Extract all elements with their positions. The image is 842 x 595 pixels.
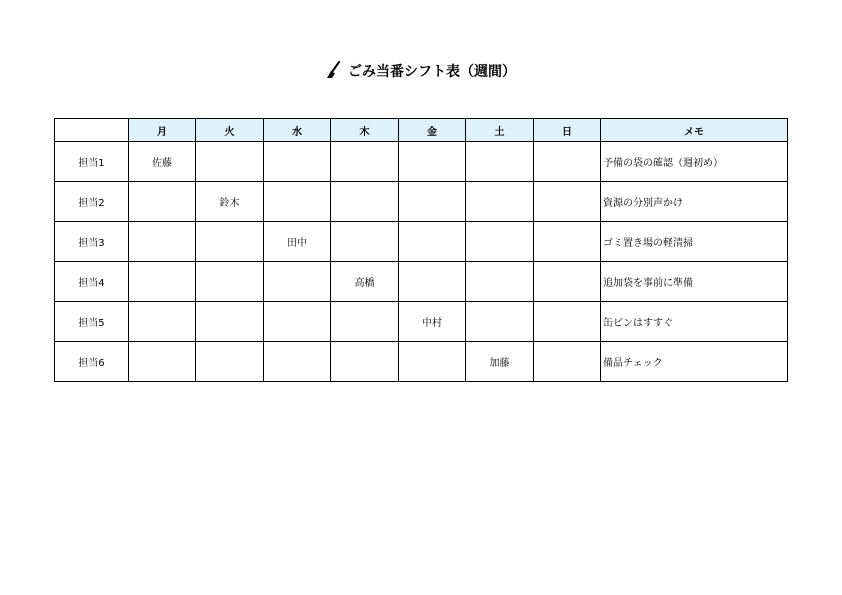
table-cell [129,262,196,302]
table-cell [196,142,264,182]
table-cell [331,342,399,382]
table-cell [264,342,331,382]
table-cell [264,302,331,342]
table-cell: 中村 [399,302,466,342]
memo-cell: 資源の分別声かけ [601,182,788,222]
table-cell [129,182,196,222]
page-title-text: ごみ当番シフト表（週間） [348,64,516,80]
day-header-wed: 水 [264,119,331,142]
table-cell [264,142,331,182]
table-row [55,262,788,302]
table-row [55,302,788,342]
table-cell [264,182,331,222]
table-row [55,142,788,182]
table-cell [399,342,466,382]
memo-cell: 備品チェック [601,342,788,382]
day-header-thu: 木 [331,119,399,142]
day-header-sat: 土 [466,119,534,142]
table-cell [129,302,196,342]
memo-header: メモ [601,119,788,142]
table-cell: 佐藤 [129,142,196,182]
table-row [55,222,788,262]
table-cell [466,302,534,342]
table-cell: 田中 [264,222,331,262]
table-cell: 加藤 [466,342,534,382]
shift-table [54,118,788,382]
table-row [55,182,788,222]
table-cell [534,342,601,382]
table-cell [331,222,399,262]
table-cell [196,222,264,262]
table-cell: 鈴木 [196,182,264,222]
memo-cell: 追加袋を事前に準備 [601,262,788,302]
table-cell [196,302,264,342]
memo-cell: 缶ビンはすすぐ [601,302,788,342]
table-cell [534,302,601,342]
broom-icon [326,61,342,79]
row-label: 担当4 [55,262,129,302]
row-label: 担当1 [55,142,129,182]
table-cell [331,142,399,182]
header-row [55,119,788,142]
memo-cell: 予備の袋の確認（週初め） [601,142,788,182]
table-cell [196,342,264,382]
day-header-fri: 金 [399,119,466,142]
day-header-tue: 火 [196,119,264,142]
table-cell [399,222,466,262]
table-cell [466,182,534,222]
day-header-sun: 日 [534,119,601,142]
table-cell [399,142,466,182]
row-label: 担当6 [55,342,129,382]
table-cell [466,222,534,262]
table-cell: 高橋 [331,262,399,302]
table-cell [399,262,466,302]
table-cell [331,302,399,342]
table-cell [534,222,601,262]
table-row [55,342,788,382]
row-label: 担当3 [55,222,129,262]
table-cell [534,262,601,302]
day-header-mon: 月 [129,119,196,142]
table-cell [399,182,466,222]
memo-cell: ゴミ置き場の軽清掃 [601,222,788,262]
table-cell [534,182,601,222]
page-title [0,60,842,84]
table-cell [129,342,196,382]
table-cell [196,262,264,302]
table-cell [466,142,534,182]
table-cell [466,262,534,302]
table-cell [331,182,399,222]
table-cell [264,262,331,302]
corner-cell [55,119,129,142]
table-cell [534,142,601,182]
row-label: 担当2 [55,182,129,222]
row-label: 担当5 [55,302,129,342]
table-cell [129,222,196,262]
